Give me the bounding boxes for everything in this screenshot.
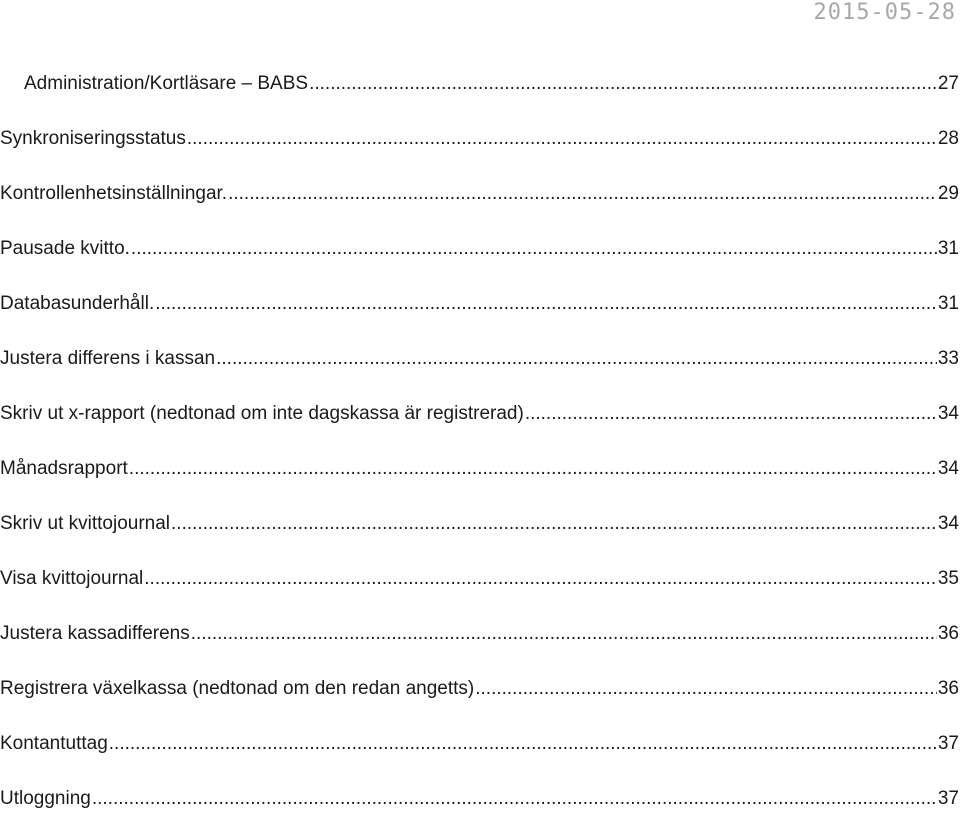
toc-entry-page: 28 — [937, 128, 959, 149]
toc-entry[interactable] — [0, 783, 960, 838]
toc-entry-page: 29 — [937, 183, 959, 204]
toc-entry-title: Utloggning — [0, 788, 91, 809]
toc-dot-leader — [109, 728, 937, 760]
toc-entry-title: Justera kassadifferens — [0, 623, 190, 644]
toc-dot-leader — [92, 783, 937, 815]
toc-entry-title: Kontrollenhetsinställningar. — [0, 183, 228, 204]
toc-entry[interactable] — [0, 178, 960, 233]
toc-entry-page: 33 — [937, 348, 959, 369]
toc-entry-title: Administration/Kortläsare – BABS — [24, 73, 309, 94]
toc-entry-page: 31 — [937, 238, 959, 259]
toc-dot-leader — [144, 563, 937, 595]
toc-entry-title: Skriv ut x-rapport (nedtonad om inte dagskassa är registrerad) — [0, 403, 524, 424]
toc-entry-page: 35 — [937, 568, 959, 589]
toc-entry-title: Månadsrapport — [0, 458, 128, 479]
toc-entry-page: 34 — [937, 403, 959, 424]
toc-entry[interactable] — [0, 508, 960, 563]
toc-entry-title: Justera differens i kassan — [0, 348, 216, 369]
toc-entry[interactable] — [0, 288, 960, 343]
toc-dot-leader — [131, 233, 937, 265]
toc-entry[interactable] — [0, 398, 960, 453]
toc-entry[interactable] — [0, 563, 960, 618]
toc-dot-leader — [155, 288, 937, 320]
toc-entry-title: Visa kvittojournal — [0, 568, 144, 589]
toc-entry-page: 37 — [937, 733, 959, 754]
toc-entry-title: Synkroniseringsstatus — [0, 128, 186, 149]
toc-entry-page: 27 — [937, 73, 959, 94]
toc-entry[interactable] — [0, 728, 960, 783]
toc-dot-leader — [525, 398, 937, 430]
toc-entry-page: 36 — [937, 678, 959, 699]
toc-dot-leader — [228, 178, 937, 210]
table-of-contents — [0, 68, 960, 838]
toc-entry[interactable] — [0, 453, 960, 508]
toc-entry[interactable] — [0, 68, 960, 123]
toc-entry-page: 36 — [937, 623, 959, 644]
toc-entry[interactable] — [0, 343, 960, 398]
toc-entry-title: Pausade kvitto. — [0, 238, 130, 259]
toc-entry-page: 31 — [937, 293, 959, 314]
toc-entry[interactable] — [0, 123, 960, 178]
toc-entry[interactable] — [0, 233, 960, 288]
toc-dot-leader — [191, 618, 937, 650]
toc-entry-page: 34 — [937, 458, 959, 479]
toc-entry-page: 37 — [937, 788, 959, 809]
toc-dot-leader — [216, 343, 937, 375]
toc-dot-leader — [187, 123, 937, 155]
toc-entry[interactable] — [0, 618, 960, 673]
page-date: 2015-05-28 — [813, 0, 956, 25]
toc-dot-leader — [309, 68, 937, 100]
toc-entry-title: Databasunderhåll. — [0, 293, 155, 314]
toc-dot-leader — [129, 453, 937, 485]
toc-entry-title: Skriv ut kvittojournal — [0, 513, 171, 534]
toc-dot-leader — [475, 673, 937, 705]
toc-entry-title: Kontantuttag — [0, 733, 108, 754]
toc-entry-page: 34 — [937, 513, 959, 534]
toc-entry[interactable] — [0, 673, 960, 728]
toc-entry-title: Registrera växelkassa (nedtonad om den redan angetts) — [0, 678, 475, 699]
toc-dot-leader — [171, 508, 937, 540]
